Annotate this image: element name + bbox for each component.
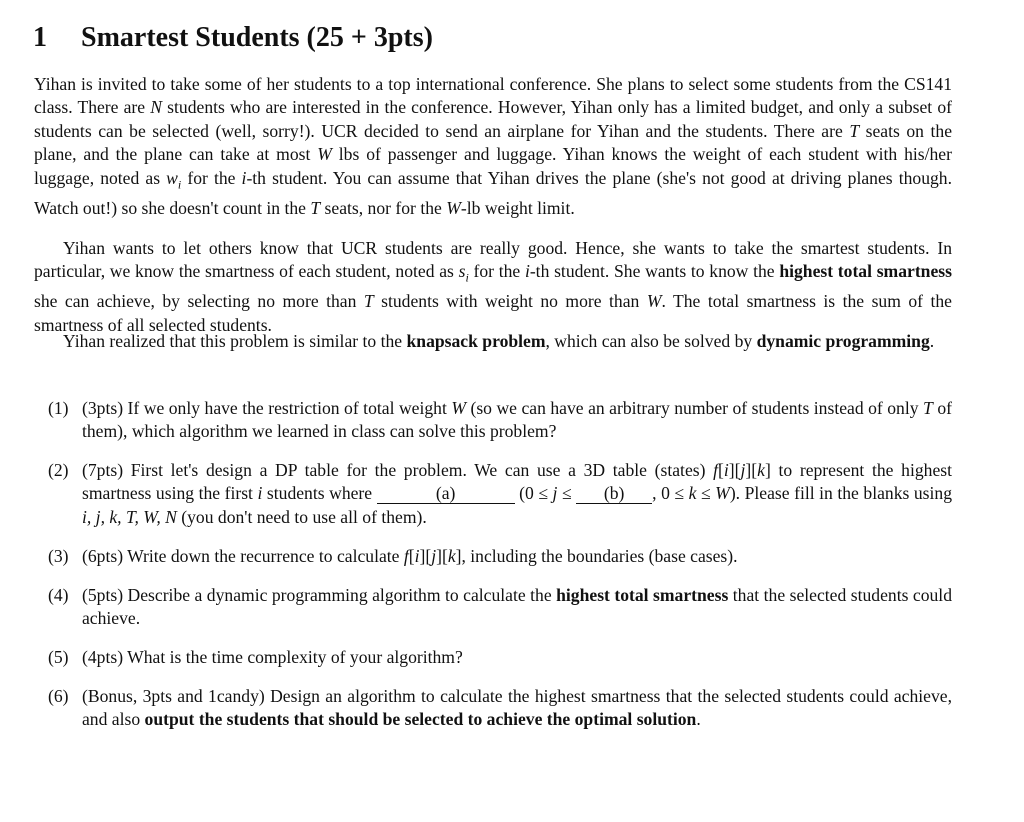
question-4 (48, 584, 952, 631)
intro-paragraph-2: Yihan wants to let others know that UCR students are really good. Hence, she wants to take the smartest students. In particular, we know the smartness of each student, noted as $s_i$ for the i-th student. She wants to know the highest total smartness she can achieve, by selecting no more than T students with weight no more than W. The total smartness is the sum of the smartness of all selected students. (34, 238, 952, 335)
question-text: (Bonus, 3pts and 1candy) Design an algorithm to calculate the highest smartness that the selected students could achieve, and also output the students that should be selected to achieve the optimal solution. (82, 686, 952, 730)
question-6 (48, 685, 952, 732)
question-number: (4) (48, 585, 69, 605)
question-2 (48, 459, 952, 529)
question-number: (6) (48, 686, 69, 706)
question-text: (3pts) If we only have the restriction of total weight W (so we can have an arbitrary number of students instead of only T of them), which algorithm we learned in class can solve this problem? (82, 398, 952, 442)
answer-blank-b[interactable]: (b) (576, 484, 652, 504)
question-text: (4pts) What is the time complexity of your algorithm? (82, 647, 463, 667)
question-number: (5) (48, 647, 69, 667)
answer-blank-a[interactable]: (a) (377, 484, 515, 504)
question-text: (6pts) Write down the recurrence to calculate f[i][j][k], including the boundaries (base cases). (82, 546, 738, 566)
question-1 (48, 397, 952, 444)
question-3 (48, 545, 952, 568)
section-title: Smartest Students (25 + 3pts) (81, 22, 433, 53)
intro-paragraph-3: Yihan realized that this problem is similar to the knapsack problem, which can also be solved by dynamic programming. (63, 331, 935, 351)
question-number: (3) (48, 546, 69, 566)
question-5 (48, 646, 952, 669)
intro-paragraph-1: Yihan is invited to take some of her students to a top international conference. She plans to select some students from the CS141 class. There are N students who are interested in the conference. However, Yihan only has a limited budget, and only a subset of students can be selected (well, sorry!). UCR decided to send an airplane for Yihan and the students. There are T seats on the plane, and the plane can take at most W lbs of passenger and luggage. Yihan knows the weight of each student with his/her luggage, noted as $w_i$ for the i-th student. You can assume that Yihan drives the plane (she's not good at driving planes though. Watch out!) so she doesn't count in the T seats, nor for the W-lb weight limit. (34, 74, 952, 218)
question-text: (7pts) First let's design a DP table for the problem. We can use a 3D table (states) f[i][j][k] to represent the highest smartness using the first i students where (a) (0 ≤ j ≤ (b) , 0 ≤ k ≤ W). Please fill in the blanks using i, j, k, T, W, N (you don't need to use all of them). (82, 460, 952, 527)
section-heading (33, 20, 433, 56)
section-number: 1 (33, 22, 47, 53)
question-text: (5pts) Describe a dynamic programming algorithm to calculate the highest total smartness that the selected students could achieve. (82, 585, 952, 629)
question-number: (1) (48, 398, 69, 418)
question-number: (2) (48, 460, 69, 480)
